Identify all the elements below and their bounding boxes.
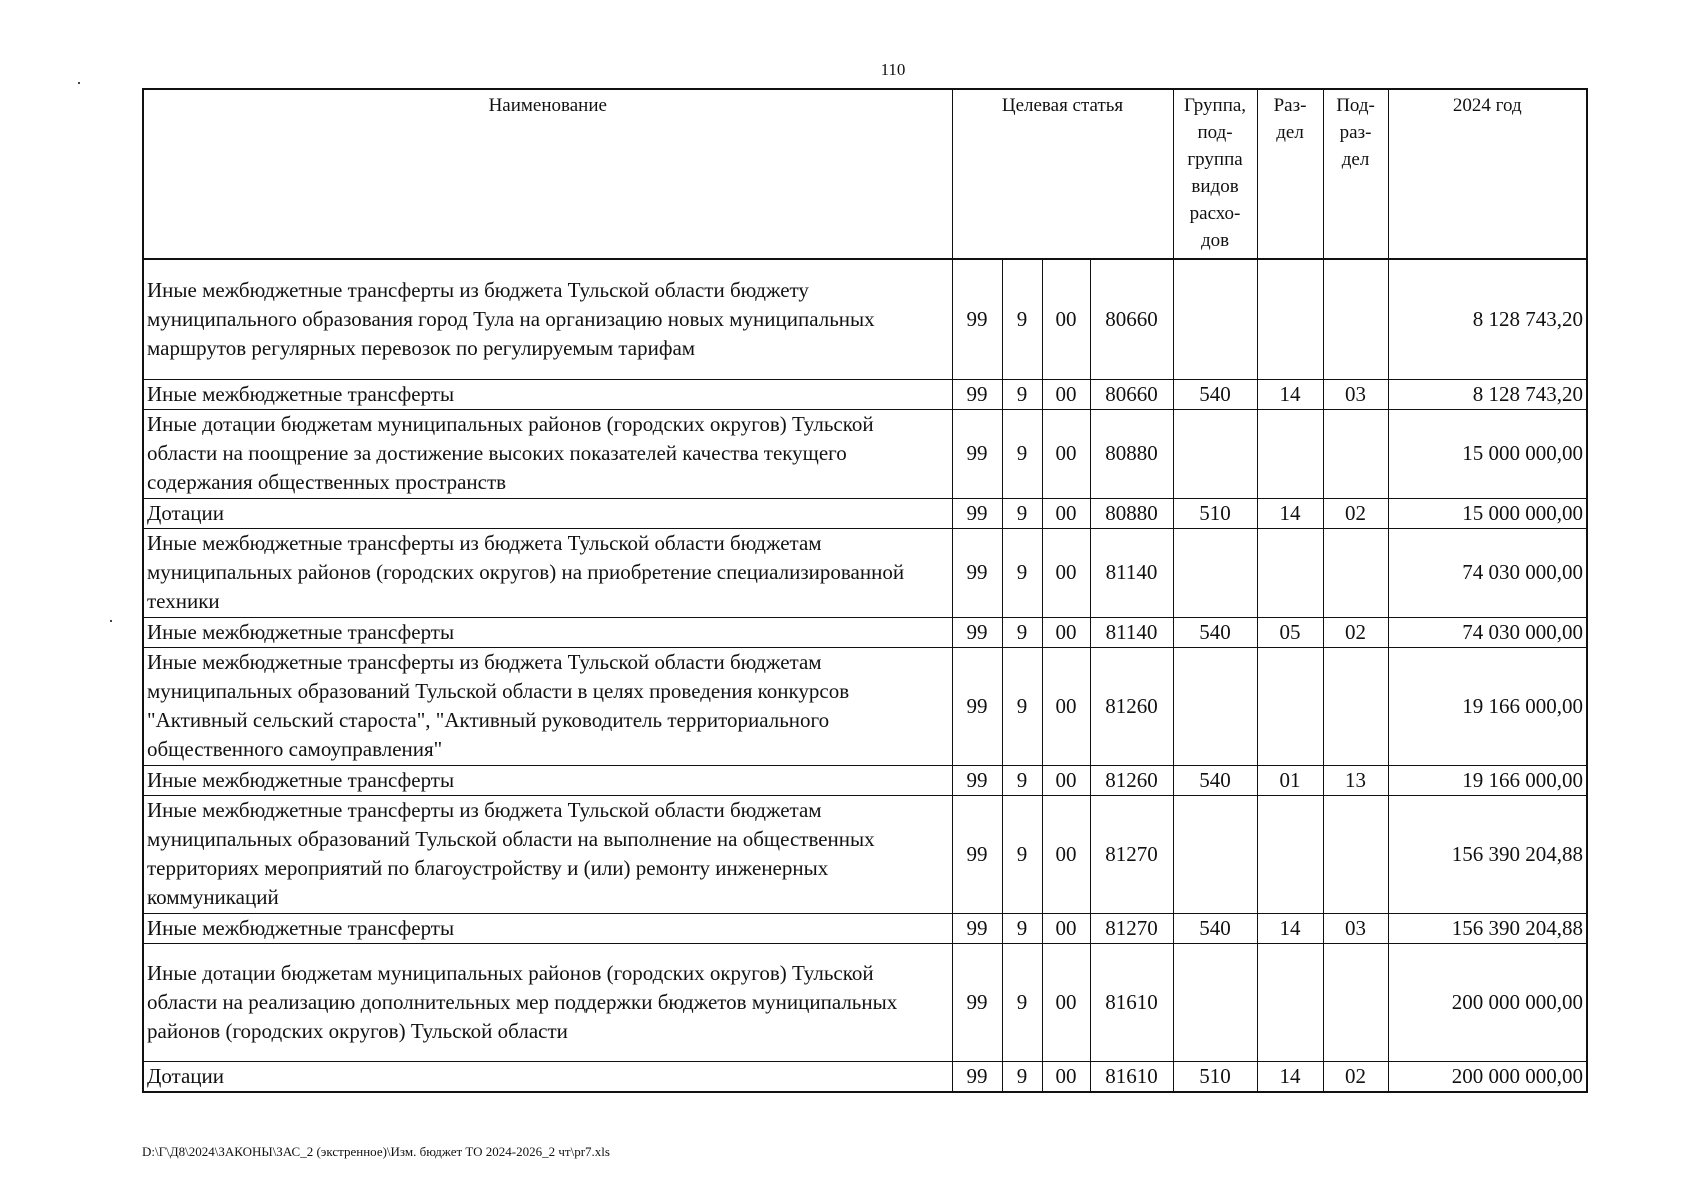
- header-subsection: Под- раз- дел: [1323, 89, 1388, 259]
- page-number: 110: [880, 60, 906, 79]
- table-row: Дотации 99 9 00 81610 510 14 02 200 000 000,00: [143, 1061, 1587, 1092]
- header-expense-group: Группа, под- группа видов расхо- дов: [1173, 89, 1257, 259]
- table-row: Дотации 99 9 00 80880 510 14 02 15 000 000,00: [143, 498, 1587, 528]
- table-row: Иные межбюджетные трансферты 99 9 00 80660 540 14 03 8 128 743,20: [143, 379, 1587, 409]
- table-row: Иные дотации бюджетам муниципальных районов (городских округов) Тульской области на поощрение за достижение высоких показателей качества текущего содержания общественных пространств 99 9 00 80880 15 000 000,00: [143, 409, 1587, 498]
- table-row: Иные межбюджетные трансферты из бюджета Тульской области бюджетам муниципальных образований Тульской области в целях проведения конкурсов "Активный сельский староста", "Активный руководитель территориального общественного самоуправления" 99 9 00 81260 19 166 000,00: [143, 647, 1587, 765]
- table-row: Иные межбюджетные трансферты из бюджета Тульской области бюджетам муниципальных образований Тульской области на выполнение на общественных территориях мероприятий по благоустройству и (или) ремонту инженерных коммуникаций 99 9 00 81270 156 390 204,88: [143, 795, 1587, 913]
- header-target-article: Целевая статья: [952, 89, 1173, 259]
- table-row: Иные межбюджетные трансферты 99 9 00 81140 540 05 02 74 030 000,00: [143, 617, 1587, 647]
- header-name: Наименование: [143, 89, 952, 259]
- table-row: Иные межбюджетные трансферты из бюджета Тульской области бюджетам муниципальных районов (городских округов) на приобретение специализированной техники 99 9 00 81140 74 030 000,00: [143, 528, 1587, 617]
- table-header-row: [143, 89, 1587, 259]
- table-row: Иные межбюджетные трансферты 99 9 00 81270 540 14 03 156 390 204,88: [143, 913, 1587, 943]
- footer-file-path: D:\Г\Д8\2024\ЗАКОНЫ\ЗАС_2 (экстренное)\Изм. бюджет ТО 2024-2026_2 чт\pr7.xls: [142, 1144, 610, 1159]
- scan-speck: [110, 620, 112, 622]
- table-row: Иные дотации бюджетам муниципальных районов (городских округов) Тульской области на реализацию дополнительных мер поддержки бюджетов муниципальных районов (городских округов) Тульской области 99 9 00 81610 200 000 000,00: [143, 943, 1587, 1061]
- header-year: 2024 год: [1388, 89, 1587, 259]
- table-row: Иные межбюджетные трансферты из бюджета Тульской области бюджету муниципального образования город Тула на организацию новых муниципальных маршрутов регулярных перевозок по регулируемым тарифам 99 9 00 80660 8 128 743,20: [143, 259, 1587, 379]
- budget-table: [142, 88, 1588, 1093]
- table-row: Иные межбюджетные трансферты 99 9 00 81260 540 01 13 19 166 000,00: [143, 765, 1587, 795]
- header-section: Раз- дел: [1257, 89, 1323, 259]
- scan-speck: [78, 82, 80, 84]
